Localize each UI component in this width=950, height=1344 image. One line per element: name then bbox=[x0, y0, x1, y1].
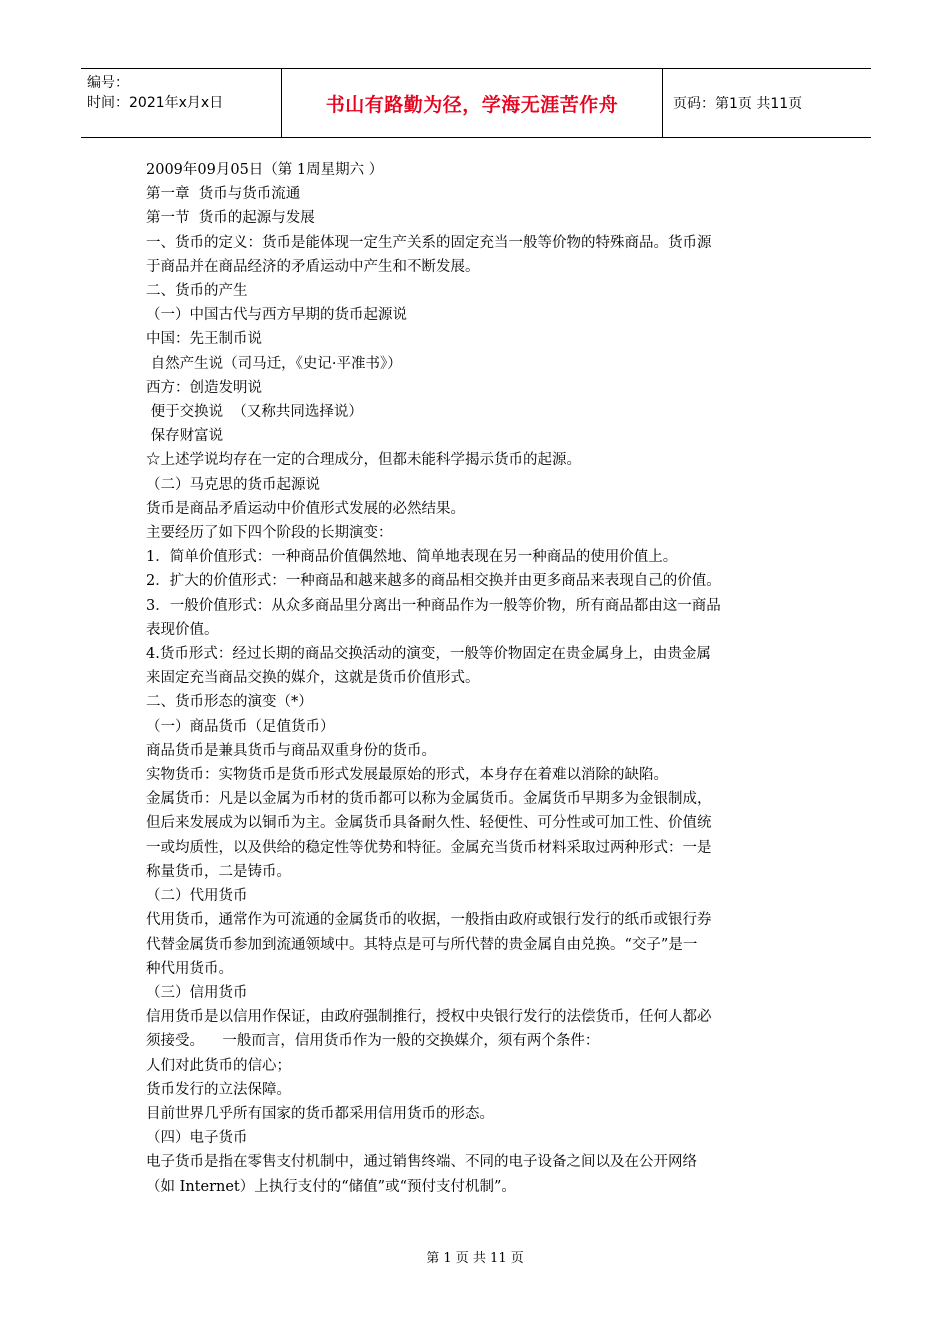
text-line: 一或均质性，以及供给的稳定性等优势和特征。金属充当货币材料采取过两种形式：一是 bbox=[146, 839, 712, 856]
text-line: 信用货币是以信用作保证，由政府强制推行，授权中央银行发行的法偿货币，任何人都必 bbox=[146, 1009, 712, 1026]
text-line: 主要经历了如下四个阶段的长期演变： bbox=[146, 525, 393, 542]
text-line: 二、货币的产生 bbox=[146, 283, 248, 300]
text-line: 人们对此货币的信心； bbox=[146, 1057, 291, 1074]
text-line: （如 Internet）上执行支付的“储值”或“预付支付机制”。 bbox=[146, 1178, 516, 1195]
page-header bbox=[81, 68, 871, 138]
text-line: 2．扩大的价值形式：一种商品和越来越多的商品相交换并由更多商品来表现自己的价值。 bbox=[146, 573, 721, 590]
text-line: （四）电子货币 bbox=[146, 1130, 248, 1147]
text-line: 须接受。 一般而言，信用货币作为一般的交换媒介，须有两个条件： bbox=[146, 1033, 600, 1050]
text-line: 目前世界几乎所有国家的货币都采用信用货币的形态。 bbox=[146, 1105, 494, 1122]
text-line: 1．简单价值形式：一种商品价值偶然地、简单地表现在另一种商品的使用价值上。 bbox=[146, 549, 678, 566]
text-line: 4.货币形式：经过长期的商品交换活动的演变，一般等价物固定在贵金属身上，由贵金属 bbox=[146, 646, 711, 663]
text-line: 商品货币是兼具货币与商品双重身份的货币。 bbox=[146, 742, 436, 759]
document-body bbox=[146, 158, 810, 1199]
text-line: 第一章 货币与货币流通 bbox=[146, 186, 301, 203]
text-line: （二）代用货币 bbox=[146, 888, 248, 905]
text-line: 便于交换说 （又称共同选择说） bbox=[146, 404, 363, 421]
text-line: 代用货币，通常作为可流通的金属货币的收据，一般指由政府或银行发行的纸币或银行券 bbox=[146, 912, 712, 929]
text-line: 自然产生说（司马迁，《史记·平准书》） bbox=[146, 355, 402, 372]
text-line: 中国：先王制币说 bbox=[146, 331, 262, 348]
text-line: 2009年09月05日（第 1周星期六 ） bbox=[146, 162, 384, 178]
text-line: 一、货币的定义：货币是能体现一定生产关系的固定充当一般等价物的特殊商品。货币源 bbox=[146, 234, 712, 251]
text-line: 第一节 货币的起源与发展 bbox=[146, 210, 315, 227]
text-line: 货币发行的立法保障。 bbox=[146, 1081, 291, 1098]
text-line: ☆上述学说均存在一定的合理成分，但都未能科学揭示货币的起源。 bbox=[146, 452, 581, 469]
time-label: 时间：2021年x月x日 bbox=[87, 95, 224, 111]
header-page-info bbox=[663, 69, 871, 137]
text-line: 实物货币：实物货币是货币形式发展最原始的形式，本身存在着难以消除的缺陷。 bbox=[146, 767, 668, 784]
text-line: 货币是商品矛盾运动中价值形式发展的必然结果。 bbox=[146, 500, 465, 517]
text-line: 来固定充当商品交换的媒介，这就是货币价值形式。 bbox=[146, 670, 480, 687]
text-line: 保存财富说 bbox=[146, 428, 224, 445]
text-line: 二、货币形态的演变（*） bbox=[146, 694, 313, 711]
header-motto-cell bbox=[281, 69, 663, 137]
text-line: 表现价值。 bbox=[146, 621, 219, 638]
header-meta bbox=[81, 69, 281, 137]
text-line: 但后来发展成为以铜币为主。金属货币具备耐久性、轻便性、可分性或可加工性、价值统 bbox=[146, 815, 712, 832]
text-line: （二）马克思的货币起源说 bbox=[146, 476, 320, 493]
number-label: 编号： bbox=[87, 75, 129, 91]
text-line: 代替金属货币参加到流通领域中。其特点是可与所代替的贵金属自由兑换。“交子”是一 bbox=[146, 936, 698, 953]
text-line: 电子货币是指在零售支付机制中，通过销售终端、不同的电子设备之间以及在公开网络 bbox=[146, 1154, 697, 1171]
text-line: （三）信用货币 bbox=[146, 984, 248, 1001]
text-line: 3．一般价值形式：从众多商品里分离出一种商品作为一般等价物，所有商品都由这一商品 bbox=[146, 597, 721, 614]
page-info: 页码：第1页 共11页 bbox=[673, 96, 803, 112]
text-line: 金属货币：凡是以金属为币材的货币都可以称为金属货币。金属货币早期多为金银制成， bbox=[146, 791, 712, 808]
text-line: 西方：创造发明说 bbox=[146, 379, 262, 396]
text-line: 于商品并在商品经济的矛盾运动中产生和不断发展。 bbox=[146, 258, 480, 275]
text-line: （一）中国古代与西方早期的货币起源说 bbox=[146, 307, 407, 324]
motto: 书山有路勤为径，学海无涯苦作舟 bbox=[325, 93, 619, 116]
text-line: （一）商品货币（足值货币） bbox=[146, 718, 335, 735]
text-line: 种代用货币。 bbox=[146, 960, 233, 977]
page-footer: 第 1 页 共 11 页 bbox=[426, 1251, 524, 1266]
text-line: 称量货币，二是铸币。 bbox=[146, 863, 291, 880]
